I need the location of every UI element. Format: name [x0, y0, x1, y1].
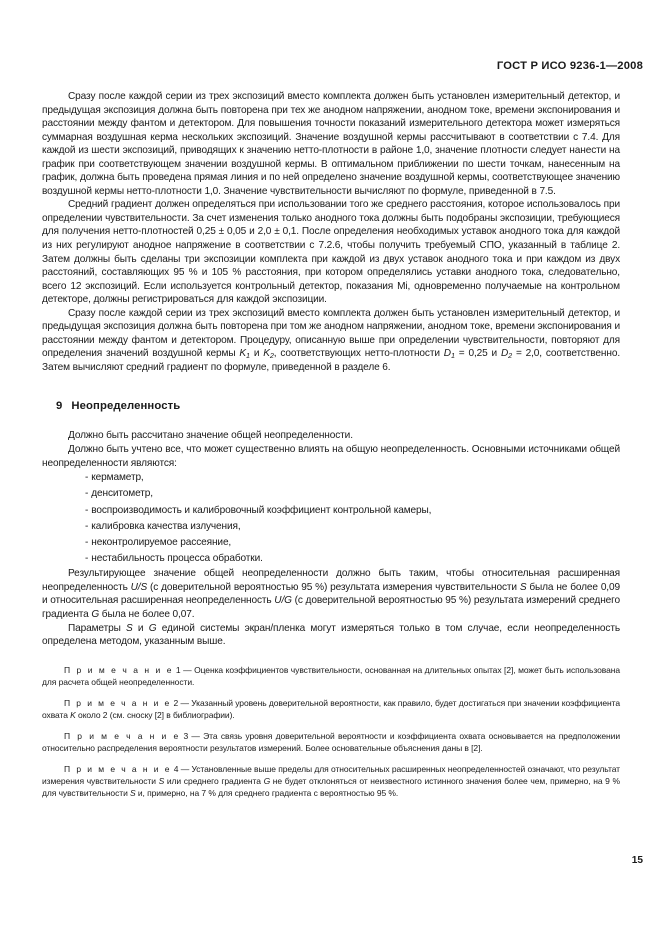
parameters-text-1: Параметры: [68, 622, 127, 634]
note-label: П р и м е ч а н и е: [64, 697, 172, 708]
conjunction-and-1: и: [249, 348, 264, 360]
list-item: [42, 503, 620, 519]
section-heading: [56, 400, 620, 412]
note-number: 1: [175, 664, 181, 675]
uncertainty-text-2: (с доверительной вероятностью 95 %) результата измерения чувствительности: [147, 581, 520, 593]
list-item: [42, 551, 620, 567]
note-label: П р и м е ч а н и е: [64, 731, 181, 741]
uncertainty-text-1: Результирующее значение общей неопределенности должно быть таким, чтобы относительная расширенная неопределенность: [42, 568, 620, 593]
variable-d1-subscript: 1: [450, 351, 455, 361]
paragraph-3-part1: Сразу после каждой серии из трех экспозиций вместо комплекта должен быть установлен измерительный детектор, и предыдущая экспозиция должна быть повторена при том же анодном напряжении, анодном токе, времени экспонирования и расстоянии между фантом и детектором. Процедуру, описанную выше при определении чувствительности, повторяют для определения значений воздушной кермы: [42, 307, 620, 360]
paragraph-parameters: [42, 622, 620, 649]
page-number: 15: [631, 855, 643, 866]
paragraph-uncertainty-limits: [42, 567, 620, 621]
variable-k2: K: [263, 348, 270, 360]
note-text-mid-1: или среднего градиента: [164, 776, 264, 787]
paragraph-2: [42, 198, 620, 306]
bullet-dash-icon: -: [85, 504, 89, 516]
variable-d1: D: [443, 348, 451, 360]
paragraph-3: [42, 307, 620, 375]
equation-1: = 0,25 и: [454, 348, 501, 360]
paragraph-1: Сразу после каждой серии из трех экспозиций вместо комплекта должен быть установлен измерительный детектор, и предыдущая экспозиция должна быть повторена при тех же анодном напряжении, анодном токе, времени экспонирования и расстоянии между фантом и детектором. Для повышения точности показаний измерительного детектора может измеряться суммарная воздушная керма нескольких экспозиций. Значение воздушной кермы рассчитывают в соответствии с 7.4. Для каждой из шести экспозиций, приводящих к значению нетто-плотности в районе 1,0, значение плотности следует нанести на график при соответствующем значении воздушной кермы. В оптимальном приближении по шести точкам, нанесенным на график, должна быть проведена прямая линия и по ней определено значение воздушной кермы, соответствующее значению воздушной кермы нетто-плотности 1,0. Значение чувствительности вычисляют по формуле, приведенной в 7.5.: [42, 91, 620, 197]
parameters-text-3: единой системы экран/пленка могут измеряться только в том случае, если неопределенность определена методом, указанным выше.: [42, 622, 620, 648]
note-text-before: — Указанный уровень доверительной вероятности, как правило, будет достигаться при значении коэффициента охвата: [42, 697, 620, 720]
variable-s: S: [126, 622, 133, 634]
section-heading-wrapper: [42, 374, 620, 429]
note-label: П р и м е ч а н и е: [64, 764, 172, 775]
bullet-dash-icon: -: [85, 536, 89, 548]
variable-k2-subscript: 2: [269, 351, 274, 361]
note-text-before: — Установленные выше пределы для относительных расширенных неопределенностей означают, что результат измерения чувствительности: [42, 764, 620, 787]
parameters-text-2: и: [132, 622, 149, 634]
note-text-after: около 2 (см. сноску [2] в библиографии).: [75, 709, 235, 720]
variable-d2-subscript: 2: [508, 351, 513, 361]
list-item-label: нестабильность процесса обработки.: [91, 553, 263, 565]
paragraph-3-mid: , соответствующих нетто-плотности: [273, 348, 444, 360]
page-content: [42, 90, 620, 799]
note-2: [42, 697, 620, 721]
list-item-label: кермаметр,: [91, 472, 144, 484]
note-text-mid-3: и, примерно, на 7 % для среднего градиента с вероятностью 95 %.: [135, 788, 399, 799]
variable-g: G: [263, 776, 271, 787]
variable-g: G: [148, 622, 157, 634]
note-3: [42, 730, 620, 754]
list-item: [42, 470, 620, 486]
list-item-label: калибровка качества излучения,: [91, 520, 241, 532]
note-number: 2: [173, 697, 179, 708]
list-item-label: неконтролируемое рассеяние,: [91, 536, 232, 548]
variable-s: S: [158, 776, 165, 787]
section-intro-2: Должно быть учтено все, что может существенно влиять на общую неопределенность. Основными источниками общей неопределенности являются:: [42, 444, 620, 469]
variable-d2: D: [500, 348, 509, 360]
note-number: 3: [183, 731, 189, 741]
list-item: [42, 486, 620, 502]
equation-2: = 2,0, соответственно. Затем вычисляют средний градиент по формуле, приведенной в разделе 6.: [42, 348, 621, 373]
note-label: П р и м е ч а н и е: [64, 664, 174, 675]
section-number: 9: [56, 400, 63, 413]
uncertainty-text-5: была не более 0,07.: [99, 608, 195, 620]
list-item: [42, 519, 620, 535]
variable-k1-subscript: 1: [246, 351, 250, 361]
variable-u-over-g: U/G: [274, 595, 292, 607]
section-title: Неопределенность: [71, 400, 181, 413]
bullet-dash-icon: -: [85, 472, 89, 484]
section-intro-1: Должно быть рассчитано значение общей неопределенности.: [68, 430, 353, 442]
bullet-dash-icon: -: [85, 520, 89, 532]
notes-section: [42, 664, 620, 800]
paragraph-2-text: Средний градиент должен определяться при использовании того же среднего расстояния, которое использовалось при определении чувствительности. За счет изменения только анодного тока должны быть подобраны экспозиции, требующиеся для получения нетто-плотностей 0,25 ± 0,05 и 2,0 ± 0,1. После определения необходимых уставок анодного тока для каждой из них регулируют анодное напряжение в соответствии с 7.2.6, чтобы получить требуемый СПО, указанный в таблице 2. Затем должны быть сделаны три экспозиции комплекта при каждой из двух уставок анодного тока и при каждом из двух расстояний, составляющих 95 % и 105 % расстояния, при котором определялись уставки анодного тока, следовательно, всего 12 экспозиций. Если используется контрольный детектор, показания Mi, одновременно получаемые на контрольном детекторе, должны регистрироваться для каждой экспозиции.: [42, 199, 620, 306]
uncertainty-text-4: (с доверительной вероятностью 95 %) результата измерений среднего градиента: [42, 595, 620, 620]
bullet-dash-icon: -: [85, 488, 89, 500]
list-item-label: воспроизводимость и калибровочный коэффициент контрольной камеры,: [91, 504, 432, 516]
variable-u-over-s: U/S: [130, 581, 148, 593]
variable-k: K: [70, 709, 76, 720]
note-text: — Эта связь уровня доверительной вероятности и коэффициента охвата основывается на предположении относительно распределения вероятности результатов измерений. Более основательные объяснения даны в [2].: [42, 731, 620, 754]
bullet-dash-icon: -: [85, 553, 89, 565]
variable-g: G: [91, 608, 100, 620]
variable-k1: K: [239, 348, 246, 360]
note-4: [42, 763, 620, 799]
list-item: [42, 535, 620, 551]
variable-s: S: [519, 581, 527, 593]
note-1: [42, 664, 620, 688]
page-header: ГОСТ Р ИСО 9236-1—2008: [496, 60, 643, 72]
note-number: 4: [173, 764, 179, 775]
note-text: — Оценка коэффициентов чувствительности, основанная на длительных опытах [2], может быть использована для расчета общей неопределенности.: [42, 664, 620, 687]
list-item-label: денситометр,: [91, 488, 153, 500]
note-text-mid-2: не будет отклоняться от неизвестного истинного значения более чем, примерно, на 9 % для чувствительности: [42, 776, 621, 799]
uncertainty-sources-list: [42, 470, 620, 567]
uncertainty-text-3: была не более 0,09 и относительная расширенная неопределенность: [42, 581, 620, 607]
variable-s: S: [130, 788, 136, 799]
